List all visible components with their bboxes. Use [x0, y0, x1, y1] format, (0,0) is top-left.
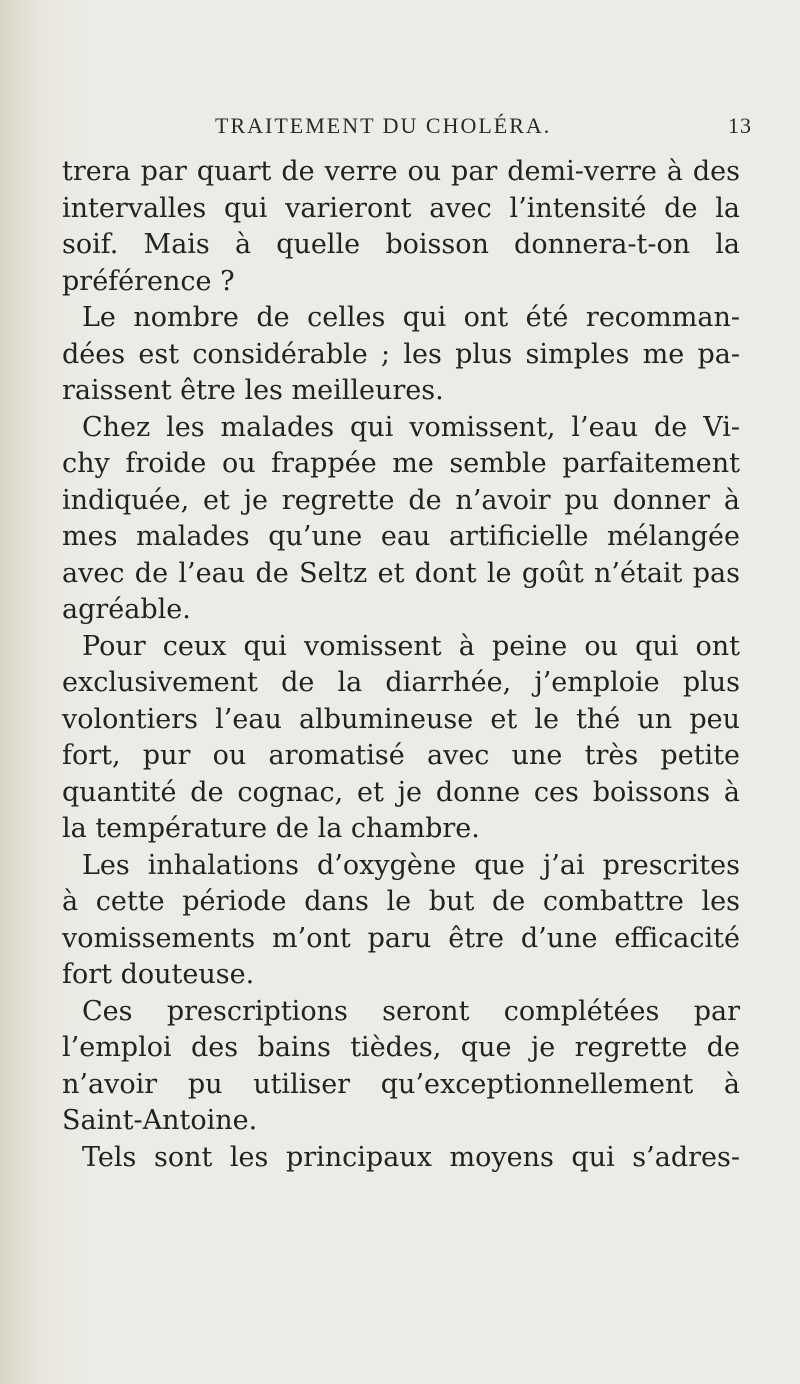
text-line: Saint-Antoine. [62, 1105, 258, 1136]
text-line: soif. Mais à quelle boisson donnera-t-on la [62, 229, 740, 260]
text-line: Les inhalations d’oxygène que j’ai prescrites [82, 849, 740, 881]
text-line: quantité de cognac, et je donne ces boissons à [62, 776, 740, 808]
text-line: chy froide ou frappée me semble parfaitement [62, 448, 740, 479]
text-line: fort douteuse. [62, 959, 255, 990]
text-line: fort, pur ou aromatisé avec une très petite [62, 740, 740, 771]
text-line: Pour ceux qui vomissent à peine ou qui ont [82, 630, 740, 662]
page-number: 13 [728, 113, 752, 138]
body-text [62, 154, 740, 1176]
text-line: Ces prescriptions seront complétées par [82, 995, 740, 1027]
text-line: indiquée, et je regrette de n’avoir pu donner à [62, 484, 740, 516]
text-line: Chez les malades qui vomissent, l’eau de Vi- [82, 411, 740, 443]
text-line: la température de la chambre. [62, 813, 480, 844]
text-line: Le nombre de celles qui ont été recomman- [82, 302, 740, 333]
text-line: volontiers l’eau albumineuse et le thé un peu [62, 703, 740, 735]
text-line: vomissements m’ont paru être d’une efficacité [62, 922, 740, 954]
text-line: avec de l’eau de Seltz et dont le goût n’était pas [62, 557, 740, 589]
text-line: exclusivement de la diarrhée, j’emploie plus [62, 667, 740, 698]
text-line: préférence ? [62, 265, 235, 297]
text-line: raissent être les meilleures. [62, 375, 444, 406]
running-head-title: TRAITEMENT DU CHOLÉRA. [215, 113, 552, 138]
text-line: agréable. [62, 594, 191, 625]
text-line: Tels sont les principaux moyens qui s’adres- [82, 1141, 740, 1173]
text-line: dées est considérable ; les plus simples me pa- [62, 338, 740, 370]
text-line: trera par quart de verre ou par demi-verre à des [62, 156, 740, 187]
text-line: mes malades qu’une eau artificielle mélangée [62, 521, 740, 552]
text-line: à cette période dans le but de combattre les [62, 886, 740, 917]
text-line: intervalles qui varieront avec l’intensité de la [62, 192, 740, 224]
text-line: l’emploi des bains tièdes, que je regrette de [62, 1032, 740, 1063]
text-line: n’avoir pu utiliser qu’exceptionnellement à [62, 1068, 740, 1100]
